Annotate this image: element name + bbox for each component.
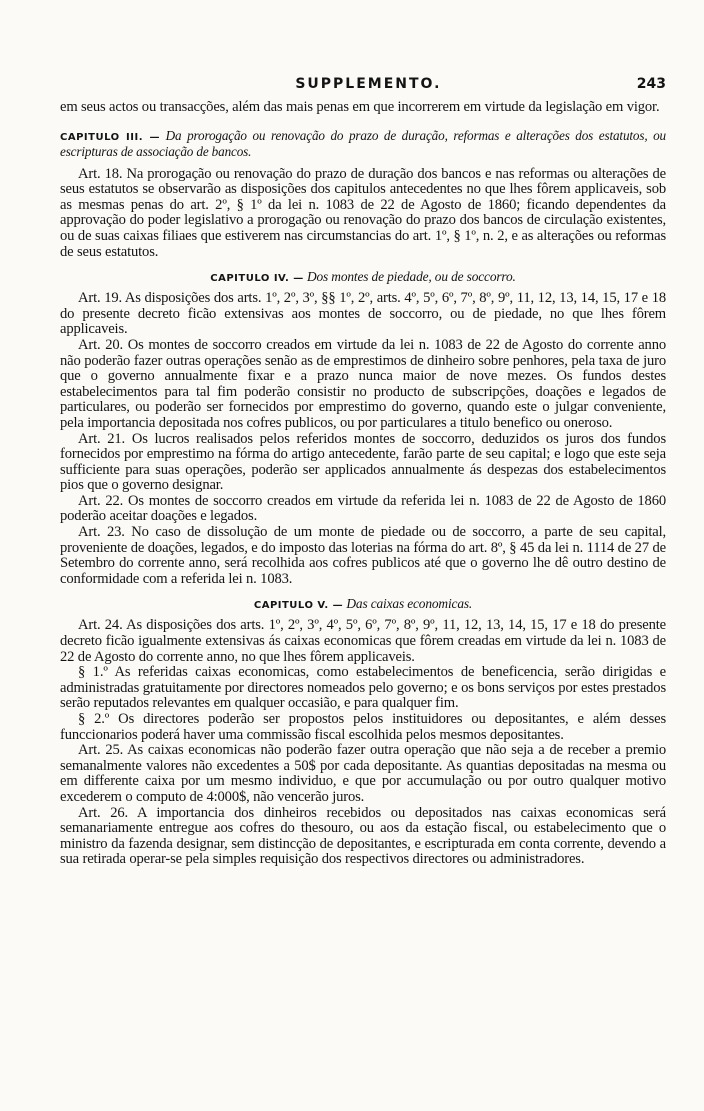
article-19: Art. 19. As disposições dos arts. 1º, 2º, 3º, §§ 1º, 2º, arts. 4º, 5º, 6º, 7º, 8º, 9º, 11, 12, 13, 14, 15, 17 e 18 do presente decreto ficão extensivas aos montes de soccorro, ou de piedade, no que lhes fôrem applicaveis. bbox=[60, 290, 666, 338]
chapter-5-heading bbox=[60, 596, 666, 613]
chapter-4-title: Dos montes de piedade, ou de soccorro. bbox=[306, 269, 516, 285]
article-18: Art. 18. Na prorogação ou renovação do prazo de duração dos bancos e nas reformas ou alterações de seus estatutos se observarão as disposições dos capitulos antecedentes no que lhes fôrem applicaveis, sob as mesmas penas do art. 2º, § 1º da lei n. 1083 de 22 de Agosto de 1860; ficando dependentes da approvação do poder legislativo a prorogação ou renovação do prazo dos bancos de circulação existentes, ou de suas caixas filiaes que estiverem nas circumstancias do art. 1º, § 1º, n. 2, e as alterações ou reformas de seus estatutos. bbox=[60, 165, 666, 260]
chapter-3-title: Da prorogação ou renovação do prazo de duração, reformas e alterações dos estatutos, ou escripturas de associação de bancos. bbox=[60, 127, 666, 159]
opening-paragraph: em seus actos ou transacções, além das mais penas em que incorrerem em virtude da legislação em vigor. bbox=[60, 99, 660, 115]
chapter-5-title: Das caixas economicas. bbox=[346, 596, 473, 612]
article-25: Art. 25. As caixas economicas não poderão fazer outra operação que não seja a de receber a premio semanalmente valores não excedentes a 50$ por cada depositante. As quantias depositadas na mesma ou em differente caixa por um mesmo individuo, e que por accumulação ou por outro qualquer motivo excederem o computo de 4:000$, não vencerão juros. bbox=[60, 742, 666, 805]
article-24-paragraph-2: § 2.º Os directores poderão ser propostos pelos instituidores ou depositantes, e além desses funccionarios poderá haver uma commissão fiscal escolhida pelos mesmos depositantes. bbox=[60, 711, 666, 743]
page-body bbox=[60, 100, 666, 868]
article-21: Art. 21. Os lucros realisados pelos referidos montes de soccorro, deduzidos os juros dos fundos fornecidos por emprestimo na fórma do artigo antecedente, farão parte de seu capital; e logo que este seja sufficiente para suas operações, poderão ser applicados annualmente ás despezas dos estabelecimentos pios que o governo designar. bbox=[60, 430, 666, 494]
chapter-4-label: CAPITULO IV. — bbox=[210, 273, 304, 285]
article-24: Art. 24. As disposições dos arts. 1º, 2º, 3º, 4º, 5º, 6º, 7º, 8º, 9º, 11, 12, 13, 14, 15, 17 e 18 do presente decreto ficão igualmente extensivas ás caixas economicas que fôrem creadas em virtude da lei n. 1083 de 22 de Agosto do corrente anno, no que lhes fôrem applicaveis. bbox=[60, 617, 666, 665]
chapter-3-heading bbox=[60, 129, 666, 159]
page-header bbox=[60, 76, 666, 92]
running-title: SUPPLEMENTO. bbox=[295, 76, 442, 92]
article-22: Art. 22. Os montes de soccorro creados em virtude da referida lei n. 1083 de 22 de Agosto de 1860 poderão aceitar doações e legados. bbox=[60, 492, 666, 525]
chapter-5-label: CAPITULO V. — bbox=[253, 600, 344, 612]
article-23: Art. 23. No caso de dissolução de um monte de piedade ou de soccorro, a parte de seu capital, proveniente de doações, legados, e do imposto das loterias na fórma do art. 8º, § 45 da lei n. 1114 de 27 de Setembro do corrente anno, será recolhida aos cofres publicos até que o governo lhe dê outro destino de conformidade com a referida lei n. 1083. bbox=[60, 524, 666, 587]
chapter-3-label: CAPITULO III. — bbox=[60, 131, 160, 143]
article-20: Art. 20. Os montes de soccorro creados em virtude da lei n. 1083 de 22 de Agosto do corrente anno não poderão fazer outras operações senão as de emprestimos de dinheiro sobre penhores, pela taxa de juro que o governo annualmente fixar e a prazo nunca maior de nove mezes. Os fundos destes estabelecimentos para tal fim poderão consistir no producto de subscripções, doações e legados de particulares, ou poderão ser fornecidos por emprestimo do governo, quando este o julgar conveniente, pela importancia depositada nos cofres publicos, ou por particulares a titulo benefico ou oneroso. bbox=[60, 336, 666, 431]
article-24-paragraph-1: § 1.º As referidas caixas economicas, como estabelecimentos de beneficencia, serão dirigidas e administradas gratuitamente por directores nomeados pelo governo; e os bons serviços por estes prestados serão reputados relevantes em qualquer occasião, e para qualquer fim. bbox=[60, 664, 666, 712]
chapter-4-heading bbox=[60, 269, 666, 286]
page-number: 243 bbox=[636, 76, 666, 92]
article-26: Art. 26. A importancia dos dinheiros recebidos ou depositados nas caixas economicas será semanariamente entregue aos cofres do thesouro, ou aos da estação fiscal, ou estabelecimento que o ministro da fazenda designar, sem distincção de depositantes, e escripturada em conta corrente, devendo a sua retirada operar-se pela simples requisição dos respectivos directores ou administradores. bbox=[60, 804, 666, 868]
